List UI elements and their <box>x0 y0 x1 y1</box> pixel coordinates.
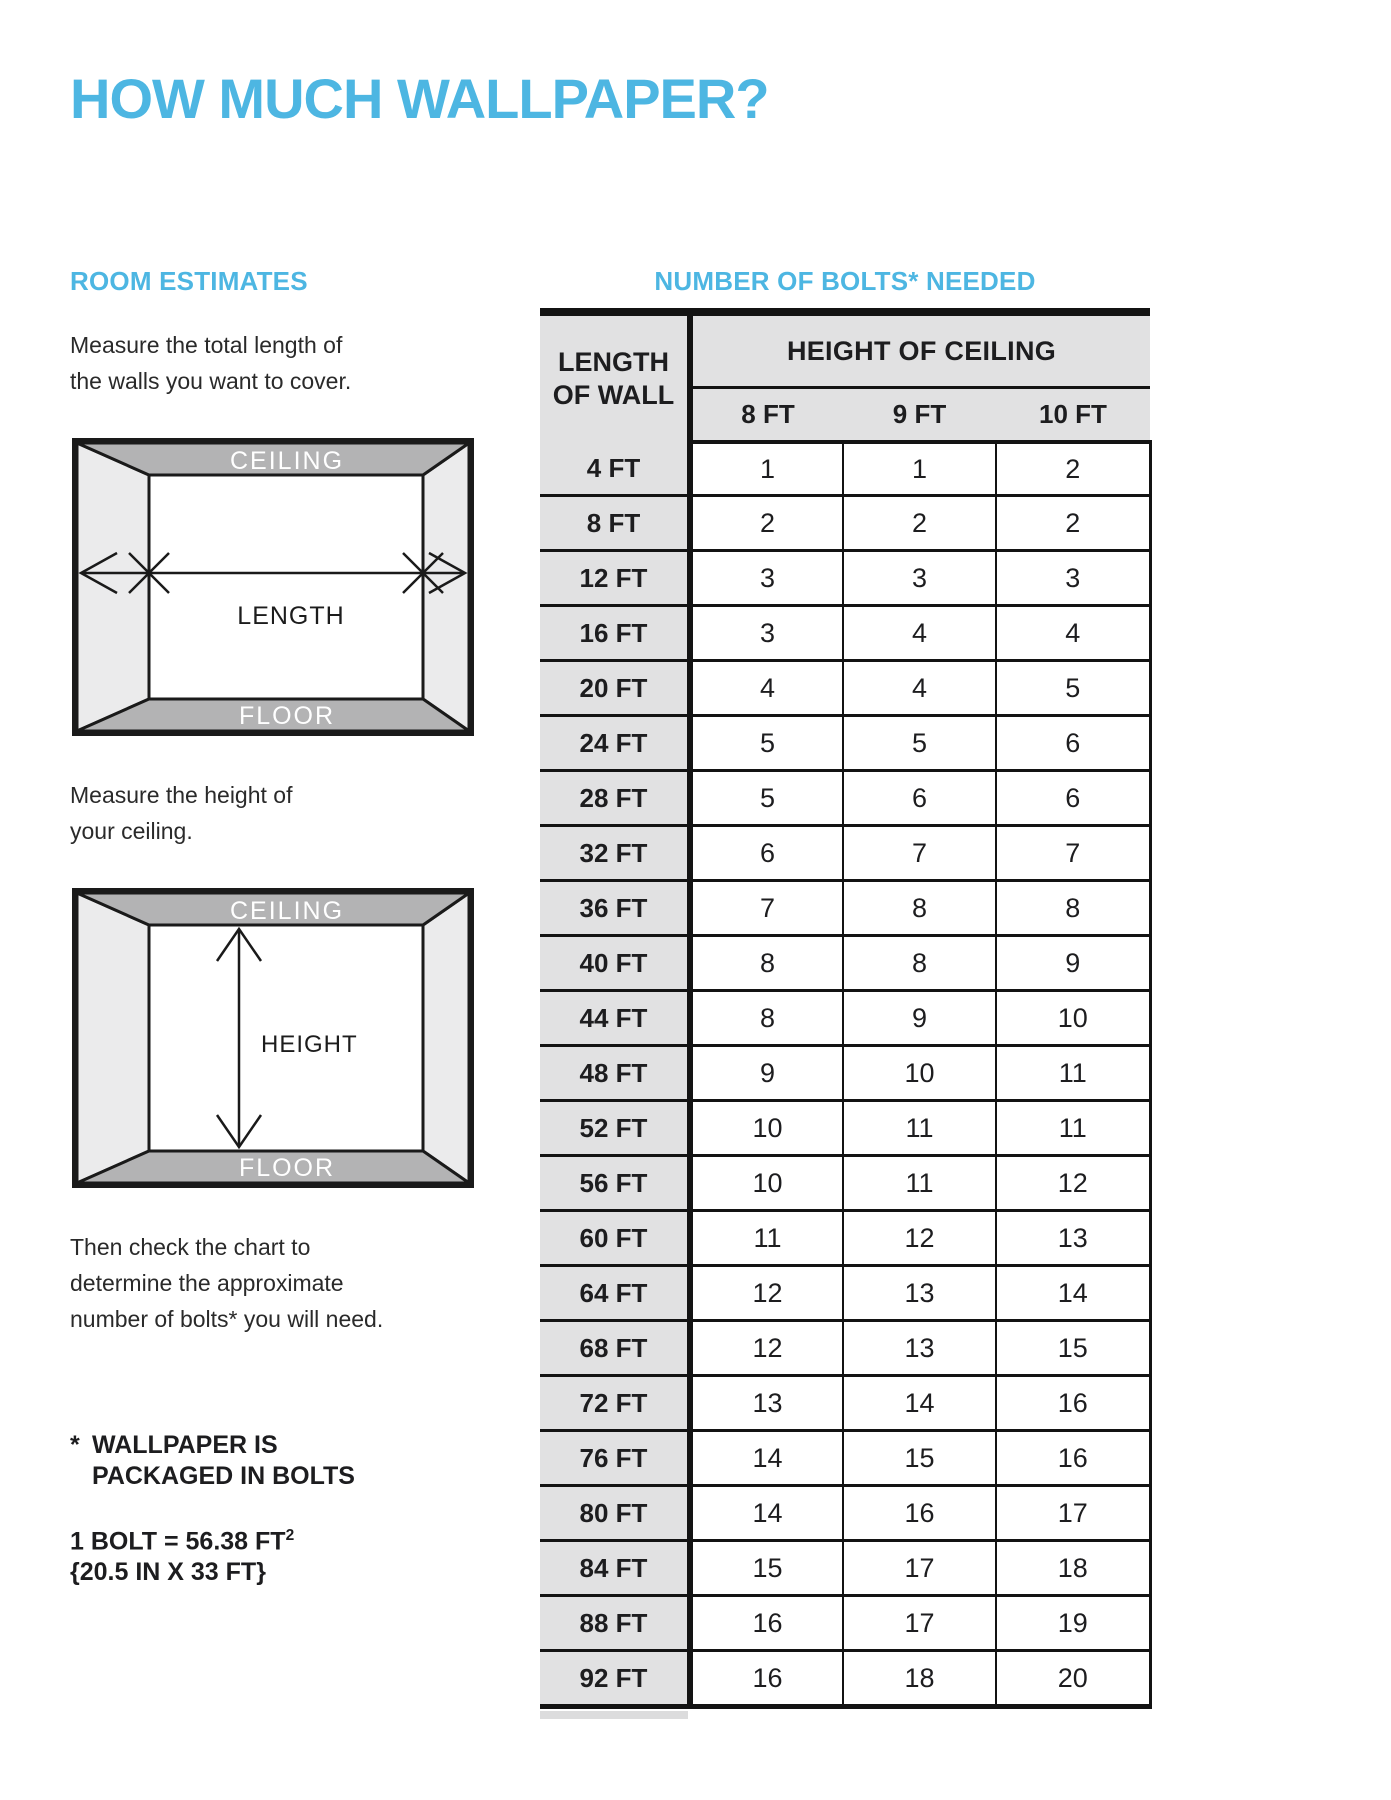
right-wall-shape <box>423 893 469 1183</box>
table-row <box>540 1376 1150 1431</box>
row-label-cell: 40 FT <box>540 936 690 991</box>
bolt-count-cell: 8 <box>843 881 996 936</box>
table-row <box>540 496 1150 551</box>
bolt-count-cell: 6 <box>996 716 1150 771</box>
bolt-count-cell: 13 <box>843 1321 996 1376</box>
row-label-cell: 20 FT <box>540 661 690 716</box>
height-label: HEIGHT <box>261 1031 358 1058</box>
bolt-dimensions: {20.5 IN X 33 FT} <box>70 1558 266 1586</box>
bolt-count-cell: 10 <box>690 1101 843 1156</box>
row-label-cell: 64 FT <box>540 1266 690 1321</box>
bolt-count-cell: 2 <box>996 496 1150 551</box>
bolts-table-heading: NUMBER OF BOLTS* NEEDED <box>654 266 1036 296</box>
row-label-cell: 72 FT <box>540 1376 690 1431</box>
row-label-cell: 36 FT <box>540 881 690 936</box>
bolt-count-cell: 12 <box>996 1156 1150 1211</box>
table-row <box>540 771 1150 826</box>
row-label-cell: 44 FT <box>540 991 690 1046</box>
bolt-count-cell: 10 <box>843 1046 996 1101</box>
bolt-count-cell: 3 <box>843 551 996 606</box>
table-row <box>540 1651 1150 1707</box>
bolt-count-cell: 6 <box>690 826 843 881</box>
bolt-count-cell: 5 <box>843 716 996 771</box>
step2-line2: your ceiling. <box>70 818 193 844</box>
step1-line2: the walls you want to cover. <box>70 368 352 394</box>
bolt-count-cell: 13 <box>690 1376 843 1431</box>
step2-text <box>70 777 292 849</box>
bolt-count-cell: 9 <box>690 1046 843 1101</box>
row-label-cell: 80 FT <box>540 1486 690 1541</box>
bolt-count-cell: 12 <box>690 1266 843 1321</box>
bolt-count-cell: 14 <box>690 1431 843 1486</box>
row-label-cell: 4 FT <box>540 442 690 496</box>
bolt-count-cell: 8 <box>690 936 843 991</box>
bolt-count-cell: 16 <box>690 1651 843 1707</box>
bolt-count-cell: 18 <box>996 1541 1150 1596</box>
bolt-count-cell: 16 <box>690 1596 843 1651</box>
table-row <box>540 1101 1150 1156</box>
bolt-count-cell: 10 <box>690 1156 843 1211</box>
bolt-count-cell: 17 <box>996 1486 1150 1541</box>
step3-line2: determine the approximate <box>70 1270 344 1296</box>
bolt-count-cell: 7 <box>996 826 1150 881</box>
bolt-count-cell: 8 <box>843 936 996 991</box>
length-room-diagram <box>72 438 474 736</box>
table-row <box>540 881 1150 936</box>
ceiling-label: CEILING <box>229 447 345 475</box>
table-row <box>540 1486 1150 1541</box>
bolt-count-cell: 7 <box>843 826 996 881</box>
row-label-cell: 68 FT <box>540 1321 690 1376</box>
bolt-count-cell: 9 <box>996 936 1150 991</box>
table-row <box>540 1211 1150 1266</box>
bolt-count-cell: 11 <box>843 1101 996 1156</box>
bolt-count-cell: 16 <box>996 1431 1150 1486</box>
length-of-wall-line1: LENGTH <box>558 347 669 377</box>
row-label-cell: 92 FT <box>540 1651 690 1707</box>
row-label-cell: 8 FT <box>540 496 690 551</box>
bolt-count-cell: 12 <box>690 1321 843 1376</box>
bolts-footnote <box>70 1430 355 1492</box>
bolt-count-cell: 17 <box>843 1541 996 1596</box>
length-of-wall-line2: OF WALL <box>552 380 675 410</box>
table-row <box>540 1266 1150 1321</box>
bolt-count-cell: 14 <box>996 1266 1150 1321</box>
bolt-count-cell: 2 <box>996 442 1150 496</box>
room-estimates-heading: ROOM ESTIMATES <box>70 266 308 296</box>
left-wall-shape <box>77 443 149 731</box>
asterisk: * <box>70 1431 80 1459</box>
bolt-count-cell: 5 <box>996 661 1150 716</box>
table-row <box>540 551 1150 606</box>
bolts-table <box>540 308 1152 1709</box>
row-label-cell: 76 FT <box>540 1431 690 1486</box>
table-row <box>540 661 1150 716</box>
row-label-cell: 88 FT <box>540 1596 690 1651</box>
bolt-count-cell: 19 <box>996 1596 1150 1651</box>
floor-label: FLOOR <box>238 702 336 730</box>
row-label-cell: 60 FT <box>540 1211 690 1266</box>
table-row <box>540 1156 1150 1211</box>
left-wall-shape <box>77 893 149 1183</box>
bolts-table-container <box>540 308 1152 1709</box>
step3-text <box>70 1229 383 1337</box>
col-header-10ft: 10 FT <box>996 388 1150 443</box>
bolt-size-superscript: 2 <box>285 1527 295 1544</box>
table-row <box>540 1431 1150 1486</box>
table-row <box>540 1541 1150 1596</box>
bolt-count-cell: 11 <box>843 1156 996 1211</box>
page-title: HOW MUCH WALLPAPER? <box>70 67 769 130</box>
header-row-1 <box>540 312 1150 388</box>
bolt-count-cell: 1 <box>690 442 843 496</box>
bolt-count-cell: 8 <box>996 881 1150 936</box>
bolt-count-cell: 4 <box>843 661 996 716</box>
table-row <box>540 826 1150 881</box>
bolt-count-cell: 6 <box>843 771 996 826</box>
bolt-count-cell: 11 <box>690 1211 843 1266</box>
bolt-count-cell: 14 <box>690 1486 843 1541</box>
table-row <box>540 936 1150 991</box>
step3-line3: number of bolts* you will need. <box>70 1306 384 1332</box>
row-label-cell: 48 FT <box>540 1046 690 1101</box>
length-of-wall-header <box>540 312 690 442</box>
bolt-count-cell: 16 <box>843 1486 996 1541</box>
table-row <box>540 442 1150 496</box>
bolt-count-cell: 1 <box>843 442 996 496</box>
col-header-9ft: 9 FT <box>843 388 996 443</box>
bolt-count-cell: 18 <box>843 1651 996 1707</box>
bolt-count-cell: 4 <box>996 606 1150 661</box>
bolt-count-cell: 14 <box>843 1376 996 1431</box>
table-row <box>540 1321 1150 1376</box>
bolt-count-cell: 6 <box>996 771 1150 826</box>
height-of-ceiling-header: HEIGHT OF CEILING <box>690 312 1150 388</box>
height-room-drawing <box>77 893 469 1183</box>
step1-line1: Measure the total length of <box>70 332 343 358</box>
table-row <box>540 1596 1150 1651</box>
bolt-count-cell: 4 <box>843 606 996 661</box>
bolt-count-cell: 5 <box>690 716 843 771</box>
bolt-count-cell: 5 <box>690 771 843 826</box>
bolt-count-cell: 8 <box>690 991 843 1046</box>
bolt-count-cell: 7 <box>690 881 843 936</box>
row-label-cell: 28 FT <box>540 771 690 826</box>
bolt-count-cell: 2 <box>843 496 996 551</box>
row-label-cell: 32 FT <box>540 826 690 881</box>
bolt-size-text: 1 BOLT = 56.38 FT <box>70 1527 286 1556</box>
bolt-count-cell: 15 <box>690 1541 843 1596</box>
bolt-count-cell: 16 <box>996 1376 1150 1431</box>
bolt-count-cell: 20 <box>996 1651 1150 1707</box>
row-label-cell: 84 FT <box>540 1541 690 1596</box>
bolt-count-cell: 11 <box>996 1101 1150 1156</box>
bolt-count-cell: 15 <box>843 1431 996 1486</box>
bolt-count-cell: 15 <box>996 1321 1150 1376</box>
table-row <box>540 606 1150 661</box>
floor-label: FLOOR <box>238 1154 336 1182</box>
table-row <box>540 1046 1150 1101</box>
row-label-cell: 52 FT <box>540 1101 690 1156</box>
row-label-cell: 16 FT <box>540 606 690 661</box>
row-label-cell: 56 FT <box>540 1156 690 1211</box>
bolt-count-cell: 2 <box>690 496 843 551</box>
bolt-count-cell: 13 <box>996 1211 1150 1266</box>
height-room-diagram <box>72 888 474 1188</box>
col-header-8ft: 8 FT <box>690 388 843 443</box>
row-label-cell: 12 FT <box>540 551 690 606</box>
ceiling-label: CEILING <box>229 897 345 925</box>
bolt-count-cell: 11 <box>996 1046 1150 1101</box>
row-label-cell: 24 FT <box>540 716 690 771</box>
table-row <box>540 716 1150 771</box>
bolt-count-cell: 13 <box>843 1266 996 1321</box>
bolt-count-cell: 10 <box>996 991 1150 1046</box>
table-row <box>540 991 1150 1046</box>
footnote-line2: PACKAGED IN BOLTS <box>92 1462 355 1490</box>
bolt-count-cell: 3 <box>690 606 843 661</box>
length-label: LENGTH <box>237 602 345 630</box>
bolt-count-cell: 9 <box>843 991 996 1046</box>
step1-text <box>70 327 351 399</box>
right-wall-shape <box>423 443 469 731</box>
bolt-count-cell: 3 <box>690 551 843 606</box>
bolt-count-cell: 17 <box>843 1596 996 1651</box>
bolt-size-equation <box>70 1527 294 1556</box>
bolt-count-cell: 3 <box>996 551 1150 606</box>
back-wall-shape <box>149 475 423 699</box>
length-room-drawing <box>77 443 469 731</box>
bolt-count-cell: 12 <box>843 1211 996 1266</box>
table-bottom-tail <box>540 1711 688 1719</box>
footnote-lines <box>92 1430 355 1492</box>
step3-line1: Then check the chart to <box>70 1234 311 1260</box>
footnote-line1: WALLPAPER IS <box>92 1431 278 1459</box>
bolt-count-cell: 4 <box>690 661 843 716</box>
step2-line1: Measure the height of <box>70 782 293 808</box>
